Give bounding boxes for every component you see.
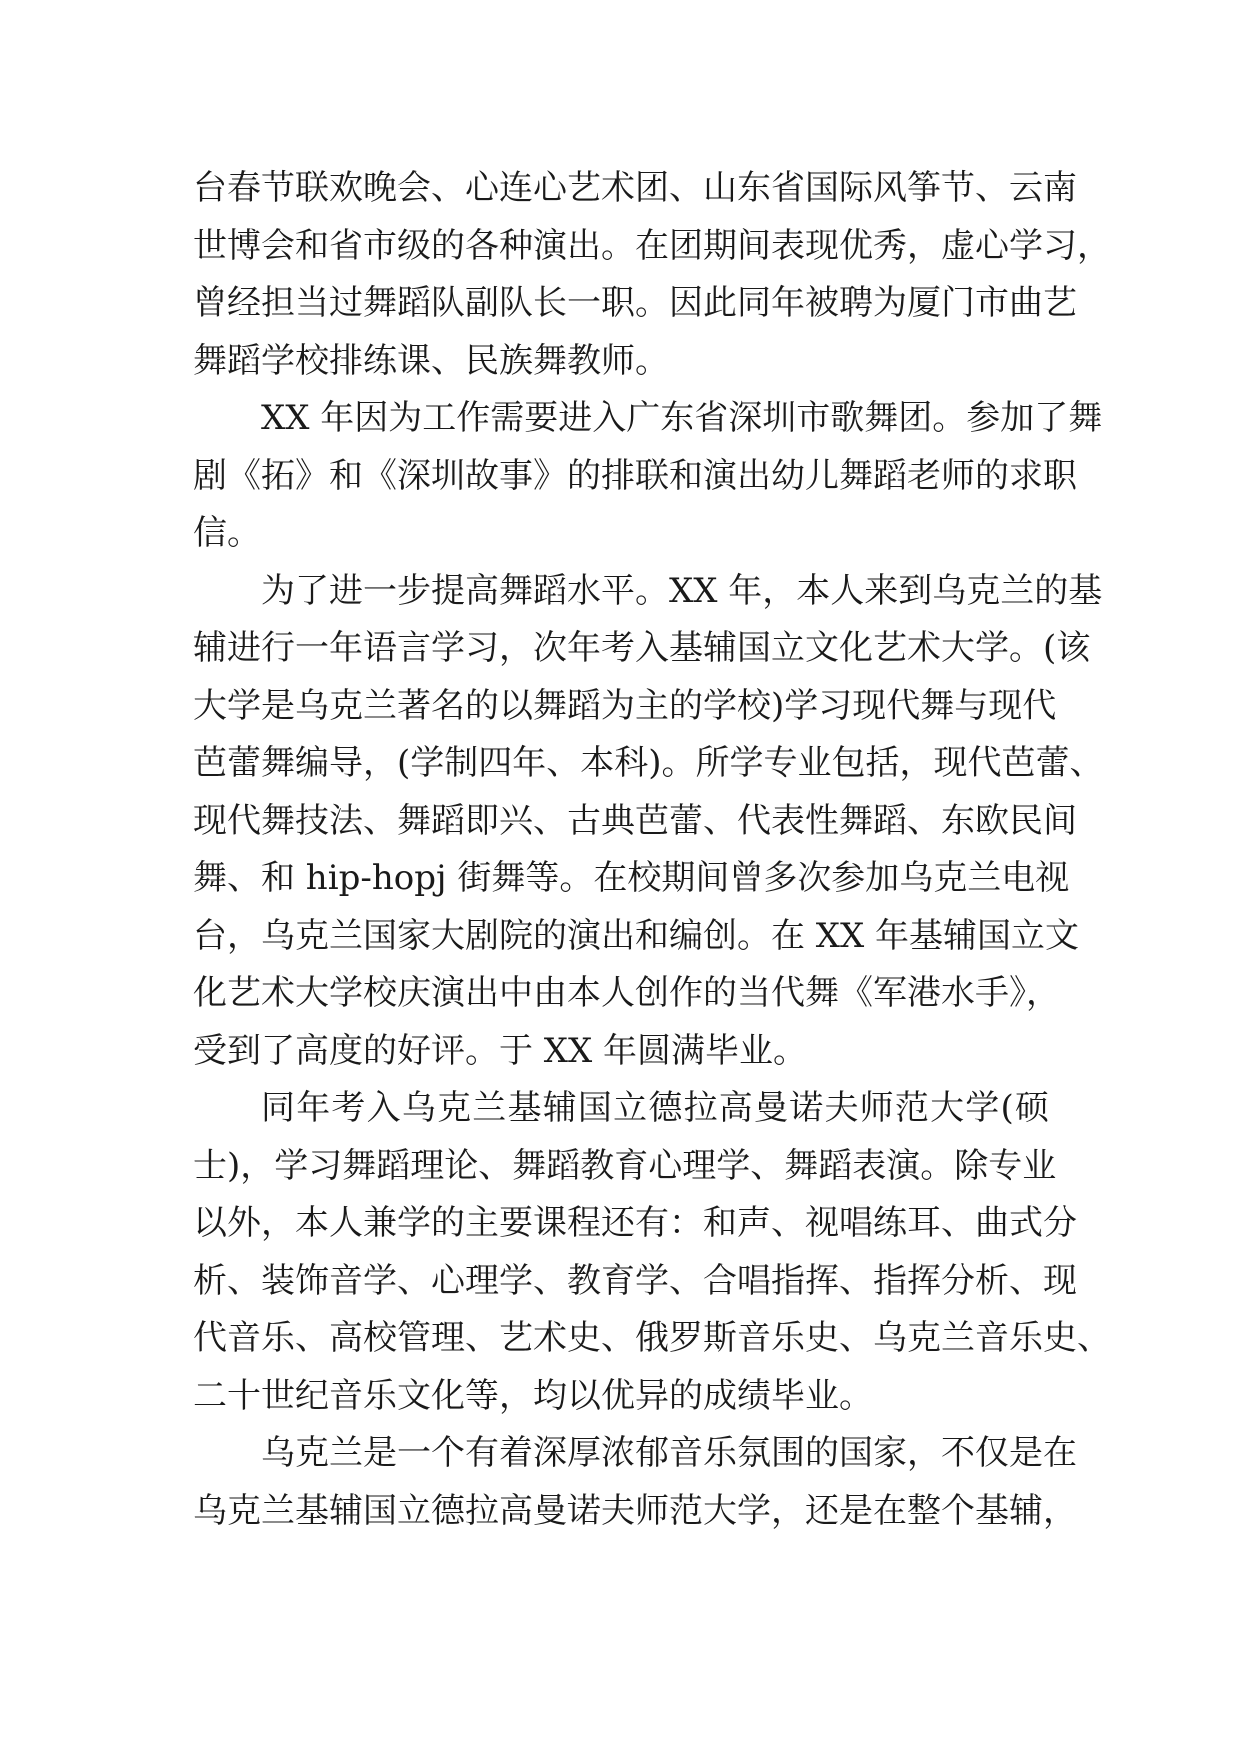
- text-line: 舞、和 hip-hopj 街舞等。在校期间曾多次参加乌克兰电视: [193, 858, 1070, 898]
- text-line: 二十世纪音乐文化等，均以优异的成绩毕业。: [193, 1375, 873, 1416]
- text-line: 剧《拓》和《深圳故事》的排联和演出幼儿舞蹈老师的求职: [193, 455, 1077, 496]
- text-line: 受到了高度的好评。于 XX 年圆满毕业。: [193, 1030, 808, 1071]
- text-line: 乌克兰基辅国立德拉高曼诺夫师范大学，还是在整个基辅，: [193, 1490, 1077, 1531]
- text-line: 大学是乌克兰著名的以舞蹈为主的学校)学习现代舞与现代: [193, 685, 1057, 726]
- text-line: 信。: [193, 513, 261, 553]
- text-line: 乌克兰是一个有着深厚浓郁音乐氛围的国家，不仅是在: [261, 1433, 1077, 1473]
- text-line: 曾经担当过舞蹈队副队长一职。因此同年被聘为厦门市曲艺: [193, 283, 1077, 323]
- paragraph-4: [193, 1080, 1111, 1425]
- text-line: 士)，学习舞蹈理论、舞蹈教育心理学、舞蹈表演。除专业: [193, 1145, 1057, 1186]
- text-line: 代音乐、高校管理、艺术史、俄罗斯音乐史、乌克兰音乐史、: [193, 1318, 1111, 1358]
- document-body: [193, 160, 1111, 1540]
- text-line: 台春节联欢晚会、心连心艺术团、山东省国际风筝节、云南: [193, 168, 1077, 208]
- text-line: 现代舞技法、舞蹈即兴、古典芭蕾、代表性舞蹈、东欧民间: [193, 800, 1077, 841]
- paragraph-5: [193, 1425, 1077, 1540]
- text-line: XX 年因为工作需要进入广东省深圳市歌舞团。参加了舞: [261, 398, 1103, 438]
- text-line: 舞蹈学校排练课、民族舞教师。: [193, 340, 669, 381]
- text-line: 辅进行一年语言学习，次年考入基辅国立文化艺术大学。(该: [193, 628, 1091, 668]
- text-line: 析、装饰音学、心理学、教育学、合唱指挥、指挥分析、现: [193, 1260, 1077, 1301]
- text-line: 同年考入乌克兰基辅国立德拉高曼诺夫师范大学(硕: [261, 1088, 1049, 1128]
- text-line: 世博会和省市级的各种演出。在团期间表现优秀，虚心学习，: [193, 225, 1111, 266]
- paragraph-2: [193, 390, 1103, 563]
- text-line: 为了进一步提高舞蹈水平。XX 年，本人来到乌克兰的基: [261, 570, 1103, 611]
- text-line: 台，乌克兰国家大剧院的演出和编创。在 XX 年基辅国立文: [193, 915, 1080, 956]
- paragraph-3: [193, 563, 1104, 1081]
- text-line: 化艺术大学校庆演出中由本人创作的当代舞《军港水手》，: [193, 973, 1060, 1013]
- text-line: 芭蕾舞编导，(学制四年、本科)。所学专业包括，现代芭蕾、: [193, 743, 1104, 783]
- paragraph-1: [193, 160, 1111, 390]
- text-line: 以外，本人兼学的主要课程还有：和声、视唱练耳、曲式分: [193, 1203, 1077, 1243]
